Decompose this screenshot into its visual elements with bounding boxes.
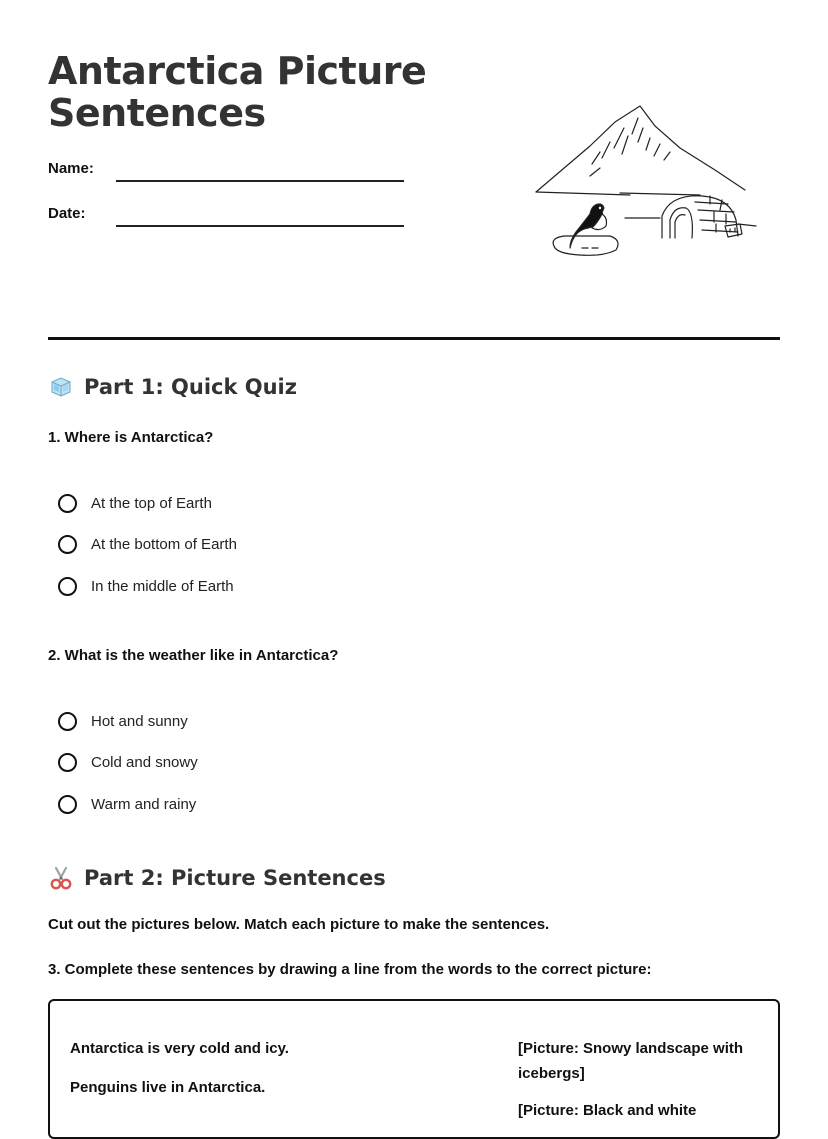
radio-button[interactable] (58, 577, 77, 596)
q2-option-3[interactable] (58, 792, 196, 816)
picture-item-1[interactable]: [Picture: Snowy landscape with icebergs] (518, 1040, 744, 1082)
page-title (48, 50, 426, 134)
title-line-1: Antarctica Picture (48, 49, 427, 93)
radio-button[interactable] (58, 535, 77, 554)
question-2: 2. What is the weather like in Antarctica? (48, 647, 339, 664)
ice-cube-icon (48, 374, 74, 400)
part2-heading-text: Part 2: Picture Sentences (84, 866, 386, 890)
radio-button[interactable] (58, 753, 77, 772)
title-line-2: Sentences (48, 91, 266, 135)
part2-instructions: Cut out the pictures below. Match each picture to make the sentences. (48, 916, 550, 933)
picture-item-2[interactable]: [Picture: Black and white (518, 1102, 697, 1119)
matching-box (48, 999, 780, 1139)
igloo-drawing (625, 196, 756, 238)
sentence-1[interactable]: Antarctica is very cold and icy. (70, 1040, 289, 1057)
question-3: 3. Complete these sentences by drawing a line from the words to the correct picture: (48, 961, 652, 978)
name-label: Name: (48, 160, 94, 177)
option-label: Cold and snowy (91, 753, 198, 771)
date-label: Date: (48, 205, 86, 222)
q1-option-3[interactable] (58, 574, 234, 598)
question-1: 1. Where is Antarctica? (48, 429, 214, 446)
option-label: Warm and rainy (91, 795, 197, 813)
part1-heading-text: Part 1: Quick Quiz (84, 375, 297, 399)
section-divider (48, 337, 780, 340)
radio-button[interactable] (58, 795, 77, 814)
penguin-drawing (553, 204, 618, 255)
sentence-2[interactable]: Penguins live in Antarctica. (70, 1079, 266, 1096)
q1-option-2[interactable] (58, 532, 237, 556)
name-line[interactable] (116, 180, 404, 182)
radio-button[interactable] (58, 712, 77, 731)
q2-option-1[interactable] (58, 709, 188, 733)
option-label: At the top of Earth (91, 494, 212, 512)
antarctica-illustration (530, 98, 760, 263)
part1-heading (48, 374, 297, 400)
q1-option-1[interactable] (58, 491, 212, 515)
radio-button[interactable] (58, 494, 77, 513)
date-line[interactable] (116, 225, 404, 227)
q2-option-2[interactable] (58, 750, 198, 774)
option-label: At the bottom of Earth (91, 535, 237, 553)
scissors-icon (48, 865, 74, 891)
mountain-drawing (536, 106, 745, 195)
option-label: In the middle of Earth (91, 577, 234, 595)
option-label: Hot and sunny (91, 712, 188, 730)
part2-heading (48, 865, 386, 891)
